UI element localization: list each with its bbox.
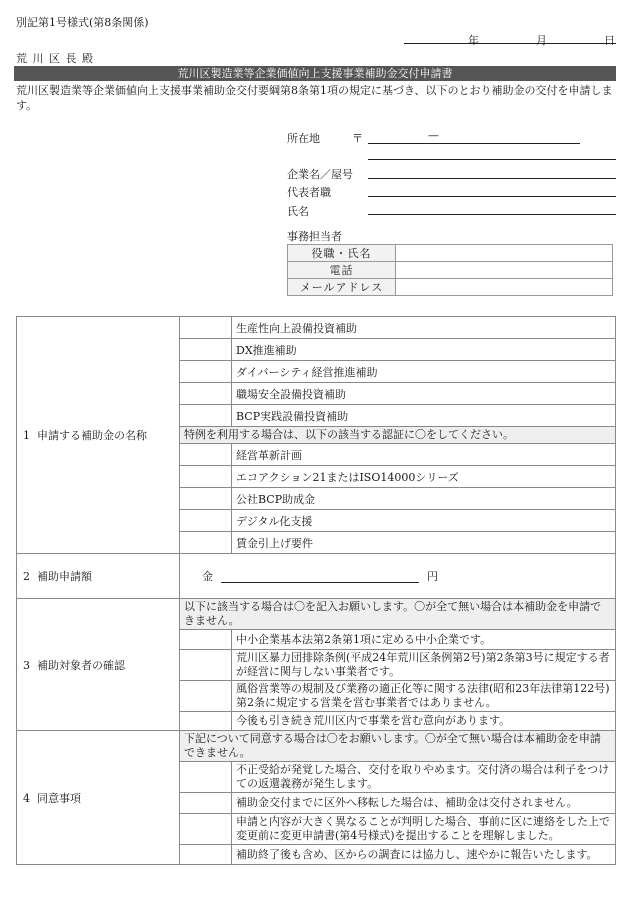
eligibility-item: 今後も引き続き荒川区内で事業を営む意向があります。 bbox=[232, 712, 616, 731]
contact-email-label: メールアドレス bbox=[288, 279, 396, 296]
section-2-label: 2 補助申請額 bbox=[17, 554, 180, 599]
checkbox-cell[interactable] bbox=[180, 488, 232, 510]
subsidy-option: DX推進補助 bbox=[232, 339, 616, 361]
company-label: 企業名／屋号 bbox=[287, 168, 353, 181]
amount-field[interactable] bbox=[221, 570, 419, 583]
intro-text: 荒川区製造業等企業価値向上支援事業補助金交付要綱第8条第1項の規定に基づき、以下のとおり補助金の交付を申請します。 bbox=[16, 84, 613, 112]
checkbox-cell[interactable] bbox=[180, 361, 232, 383]
certification-option: 公社BCP助成金 bbox=[232, 488, 616, 510]
eligibility-note: 以下に該当する場合は〇を記入お願いします。〇が全て無い場合は本補助金を申請できません。 bbox=[180, 599, 616, 630]
checkbox-cell[interactable] bbox=[180, 630, 232, 650]
date-underline[interactable] bbox=[404, 42, 616, 44]
special-note: 特例を利用する場合は、以下の該当する認証に〇をしてください。 bbox=[180, 427, 616, 444]
address-field[interactable] bbox=[368, 159, 616, 160]
subsidy-option: BCP実践設備投資補助 bbox=[232, 405, 616, 427]
section-1-label: 1 申請する補助金の名称 bbox=[17, 317, 180, 554]
contact-phone-label: 電話 bbox=[288, 262, 396, 279]
checkbox-cell[interactable] bbox=[180, 444, 232, 466]
subsidy-option: 生産性向上設備投資補助 bbox=[232, 317, 616, 339]
eligibility-item: 風俗営業等の規制及び業務の適正化等に関する法律(昭和23年法律第122号)第2条に規定する営業を営む事業者ではありません。 bbox=[232, 681, 616, 712]
consent-note: 下記について同意する場合は〇をお願いします。〇が全て無い場合は本補助金を申請できません。 bbox=[180, 731, 616, 762]
postal-code-field[interactable] bbox=[368, 143, 580, 144]
checkbox-cell[interactable] bbox=[180, 762, 232, 793]
form-number: 別記第1号様式(第8条関係) bbox=[16, 16, 149, 29]
eligibility-item: 中小企業基本法第2条第1項に定める中小企業です。 bbox=[232, 630, 616, 650]
certification-option: デジタル化支援 bbox=[232, 510, 616, 532]
application-table bbox=[16, 316, 616, 865]
checkbox-cell[interactable] bbox=[180, 845, 232, 865]
address-label: 所在地 bbox=[287, 132, 320, 145]
date-year-label: 年 bbox=[468, 34, 479, 47]
checkbox-cell[interactable] bbox=[180, 383, 232, 405]
section-4-label: 4 同意事項 bbox=[17, 731, 180, 865]
checkbox-cell[interactable] bbox=[180, 814, 232, 845]
date-month-label: 月 bbox=[536, 34, 547, 47]
subsidy-option: ダイバーシティ経営推進補助 bbox=[232, 361, 616, 383]
checkbox-cell[interactable] bbox=[180, 681, 232, 712]
contact-email-field[interactable] bbox=[396, 279, 613, 296]
postal-dash: — bbox=[428, 129, 439, 142]
checkbox-cell[interactable] bbox=[180, 532, 232, 554]
consent-item: 補助金交付までに区外へ移転した場合は、補助金は交付されません。 bbox=[232, 793, 616, 814]
section-3-label: 3 補助対象者の確認 bbox=[17, 599, 180, 731]
rep-title-field[interactable] bbox=[368, 196, 616, 197]
amount-prefix: 金 bbox=[202, 570, 213, 583]
date-day-label: 日 bbox=[604, 34, 615, 47]
contact-phone-field[interactable] bbox=[396, 262, 613, 279]
checkbox-cell[interactable] bbox=[180, 317, 232, 339]
contact-role-name-field[interactable] bbox=[396, 245, 613, 262]
eligibility-item: 荒川区暴力団排除条例(平成24年荒川区条例第2号)第2条第3号に規定する者が経営に関与しない事業者です。 bbox=[232, 650, 616, 681]
postal-mark: 〒 bbox=[352, 132, 363, 145]
certification-option: 経営革新計画 bbox=[232, 444, 616, 466]
name-field[interactable] bbox=[368, 214, 616, 215]
checkbox-cell[interactable] bbox=[180, 405, 232, 427]
form-title: 荒川区製造業等企業価値向上支援事業補助金交付申請書 bbox=[14, 66, 616, 81]
certification-option: エコアクション21またはISO14000シリーズ bbox=[232, 466, 616, 488]
rep-title-label: 代表者職 bbox=[287, 186, 331, 199]
consent-item: 不正受給が発覚した場合、交付を取りやめます。交付済の場合は利子をつけての返還義務が発生します。 bbox=[232, 762, 616, 793]
company-field[interactable] bbox=[368, 178, 616, 179]
contact-table bbox=[287, 244, 613, 296]
checkbox-cell[interactable] bbox=[180, 510, 232, 532]
checkbox-cell[interactable] bbox=[180, 466, 232, 488]
contact-label: 事務担当者 bbox=[287, 230, 342, 243]
addressee: 荒 川 区 長 殿 bbox=[16, 52, 94, 65]
checkbox-cell[interactable] bbox=[180, 712, 232, 731]
amount-suffix: 円 bbox=[427, 570, 438, 583]
subsidy-option: 職場安全設備投資補助 bbox=[232, 383, 616, 405]
consent-item: 補助終了後も含め、区からの調査には協力し、速やかに報告いたします。 bbox=[232, 845, 616, 865]
checkbox-cell[interactable] bbox=[180, 650, 232, 681]
checkbox-cell[interactable] bbox=[180, 793, 232, 814]
certification-option: 賃金引上げ要件 bbox=[232, 532, 616, 554]
name-label: 氏名 bbox=[287, 205, 309, 218]
checkbox-cell[interactable] bbox=[180, 339, 232, 361]
contact-role-name-label: 役職・氏名 bbox=[288, 245, 396, 262]
amount-cell bbox=[180, 554, 616, 599]
consent-item: 申請と内容が大きく異なることが判明した場合、事前に区に連絡をした上で変更前に変更申請書(第4号様式)を提出することを理解しました。 bbox=[232, 814, 616, 845]
